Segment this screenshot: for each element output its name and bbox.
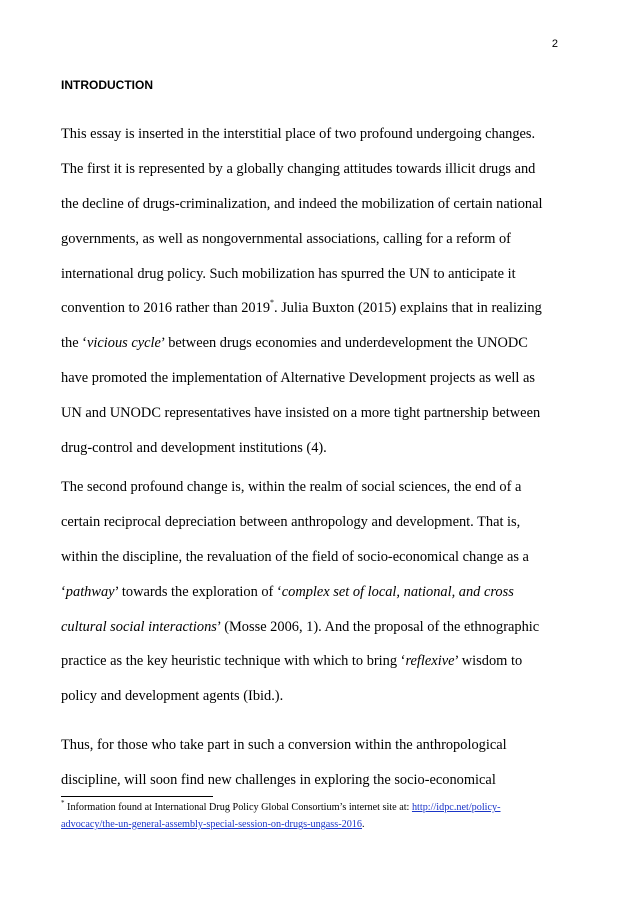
footnote-link[interactable]: advocacy/the-un-general-assembly-special-session-on-drugs-ungass-2016 [61, 819, 362, 830]
footnote-line [61, 799, 561, 816]
text-line: drug-control and development institutions (4). [61, 440, 327, 457]
footnote-line [61, 816, 561, 833]
footnote-link[interactable]: http://idpc.net/policy- [411, 802, 501, 813]
text-line: UN and UNODC representatives have insisted on a more tight partnership between [61, 405, 541, 422]
footnote-marker: * [61, 799, 65, 807]
text-run: ’ towards the exploration of ‘ [114, 583, 282, 600]
paragraph-1 [61, 117, 561, 466]
text-run: convention to 2016 rather than 2019 [61, 300, 271, 317]
text-run: ’ wisdom to [454, 653, 523, 670]
text-line [61, 610, 561, 645]
paragraph-3 [61, 728, 561, 798]
italic-term: reflexive [405, 653, 455, 670]
section-heading: INTRODUCTION [61, 78, 153, 92]
text-line: international drug policy. Such mobilization has spurred the UN to anticipate it [61, 265, 516, 282]
text-line [61, 644, 561, 679]
footnote-text: Information found at International Drug Policy Global Consortium’s internet site at: [64, 802, 412, 813]
text-line: governments, as well as nongovernmental associations, calling for a reform of [61, 230, 511, 247]
text-line: Thus, for those who take part in such a conversion within the anthropological [61, 737, 507, 753]
text-run: ‘ [61, 583, 66, 600]
text-run: the ‘ [61, 335, 87, 352]
text-run: ’ (Mosse 2006, 1). And the proposal of the ethnographic [216, 618, 540, 635]
text-line [61, 326, 561, 361]
text-line: policy and development agents (Ibid.). [61, 688, 284, 705]
text-line: certain reciprocal depreciation between anthropology and development. That is, [61, 513, 521, 530]
text-run: ’ between drugs economies and underdevelopment the UNODC [160, 335, 528, 352]
text-run: practice as the key heuristic technique with which to bring ‘ [61, 653, 406, 670]
text-line: have promoted the implementation of Alternative Development projects as well as [61, 370, 535, 387]
italic-term: pathway [65, 583, 115, 600]
text-run: . Julia Buxton (2015) explains that in realizing [274, 300, 542, 317]
footnote [61, 799, 561, 833]
text-line: This essay is inserted in the interstitial place of two profound undergoing changes. [61, 126, 536, 142]
text-line: The second profound change is, within the realm of social sciences, the end of a [61, 479, 522, 495]
italic-quote: complex set of local, national, and cross [281, 583, 514, 600]
footnote-separator [61, 796, 213, 797]
footnote-reference[interactable]: * [270, 298, 275, 308]
italic-quote: cultural social interactions [61, 618, 217, 635]
text-line: The first it is represented by a globally changing attitudes towards illicit drugs and [61, 160, 536, 177]
italic-term: vicious cycle [86, 335, 161, 352]
text-line [61, 291, 561, 326]
text-line: the decline of drugs-criminalization, and indeed the mobilization of certain national [61, 195, 543, 212]
text-line: discipline, will soon find new challenges in exploring the socio-economical [61, 771, 496, 788]
text-line [61, 575, 561, 610]
page-number: 2 [551, 38, 558, 50]
text-line: within the discipline, the revaluation of the field of socio-economical change as a [61, 548, 529, 565]
footnote-text: . [362, 819, 365, 830]
paragraph-2 [61, 470, 561, 714]
